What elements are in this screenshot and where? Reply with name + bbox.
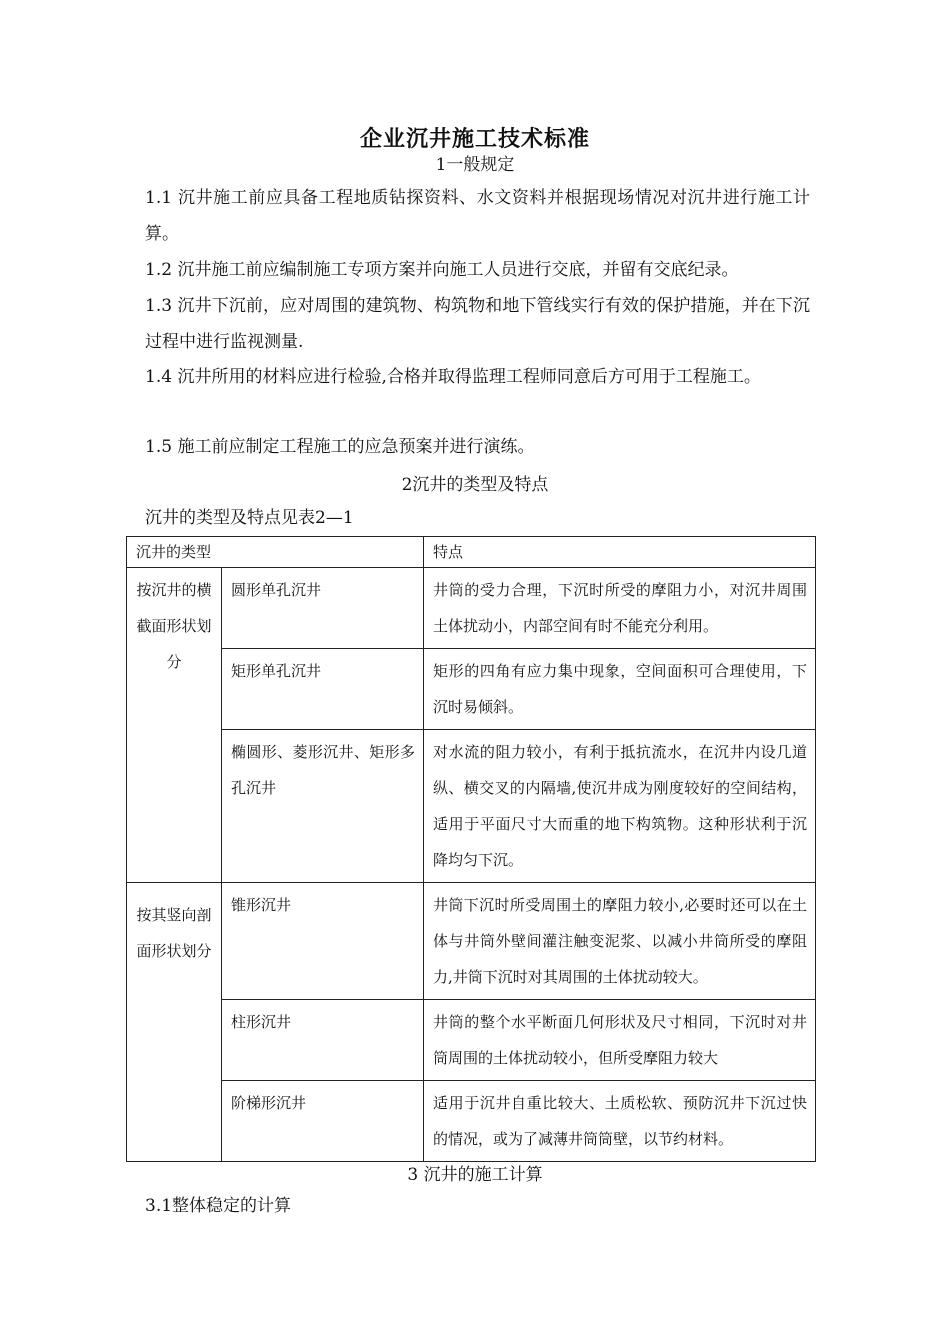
paragraph-1-2: 1.2 沉井施工前应编制施工专项方案并向施工人员进行交底，并留有交底纪录。 <box>145 260 739 280</box>
table-row <box>127 1000 816 1081</box>
feature-cell: 井筒下沉时所受周围土的摩阻力较小,必要时还可以在土体与井筒外壁间灌注触变泥浆、以减小井筒所受的摩阻力,井筒下沉时对其周围的土体扰动较大。 <box>424 883 816 1000</box>
sinking-well-types-table <box>126 536 816 1162</box>
feature-cell: 井筒的受力合理，下沉时所受的摩阻力小，对沉井周围土体扰动小，内部空间有时不能充分利用。 <box>424 568 816 649</box>
paragraph-1-5: 1.5 施工前应制定工程施工的应急预案并进行演练。 <box>145 437 535 457</box>
section-1-heading: 1一般规定 <box>435 155 515 175</box>
type-cell: 锥形沉井 <box>222 883 424 1000</box>
type-cell: 柱形沉井 <box>222 1000 424 1081</box>
document-title: 企业沉井施工技术标准 <box>359 126 590 152</box>
table-row <box>127 730 816 883</box>
table-row <box>127 883 816 1000</box>
table-row <box>127 1081 816 1162</box>
type-cell: 矩形单孔沉井 <box>222 649 424 730</box>
table-header-row <box>127 537 816 568</box>
section-2-heading: 2沉井的类型及特点 <box>401 475 549 495</box>
section-3-heading: 3 沉井的施工计算 <box>407 1165 543 1185</box>
subsection-3-1: 3.1整体稳定的计算 <box>145 1196 292 1216</box>
paragraph-1-3: 1.3 沉井下沉前，应对周围的建筑物、构筑物和地下管线实行有效的保护措施，并在下沉过程中进行监视测量. <box>145 296 810 352</box>
feature-cell: 井筒的整个水平断面几何形状及尺寸相同，下沉时对井筒周围的土体扰动较小，但所受摩阻力较大 <box>424 1000 816 1081</box>
category-vertical-section: 按其竖向剖面形状划分 <box>127 883 222 1162</box>
type-cell: 阶梯形沉井 <box>222 1081 424 1162</box>
type-cell: 椭圆形、菱形沉井、矩形多孔沉井 <box>222 730 424 883</box>
feature-cell: 对水流的阻力较小，有利于抵抗流水，在沉井内设几道纵、横交叉的内隔墙,使沉井成为刚度较好的空间结构，适用于平面尺寸大而重的地下构筑物。这种形状利于沉降均匀下沉。 <box>424 730 816 883</box>
table-intro: 沉井的类型及特点见表2—1 <box>145 508 354 528</box>
feature-cell: 矩形的四角有应力集中现象，空间面积可合理使用，下沉时易倾斜。 <box>424 649 816 730</box>
type-cell: 圆形单孔沉井 <box>222 568 424 649</box>
paragraph-1-1: 1.1 沉井施工前应具备工程地质钻探资料、水文资料并根据现场情况对沉井进行施工计算。 <box>145 188 810 244</box>
paragraph-1-4: 1.4 沉井所用的材料应进行检验,合格并取得监理工程师同意后方可用于工程施工。 <box>145 367 761 387</box>
table-row <box>127 568 816 649</box>
header-type: 沉井的类型 <box>127 537 424 568</box>
table-row <box>127 649 816 730</box>
header-feature: 特点 <box>424 537 816 568</box>
category-cross-section: 按沉井的横截面形状划分 <box>127 568 222 883</box>
feature-cell: 适用于沉井自重比较大、土质松软、预防沉井下沉过快的情况，或为了减薄井筒筒壁，以节约材料。 <box>424 1081 816 1162</box>
